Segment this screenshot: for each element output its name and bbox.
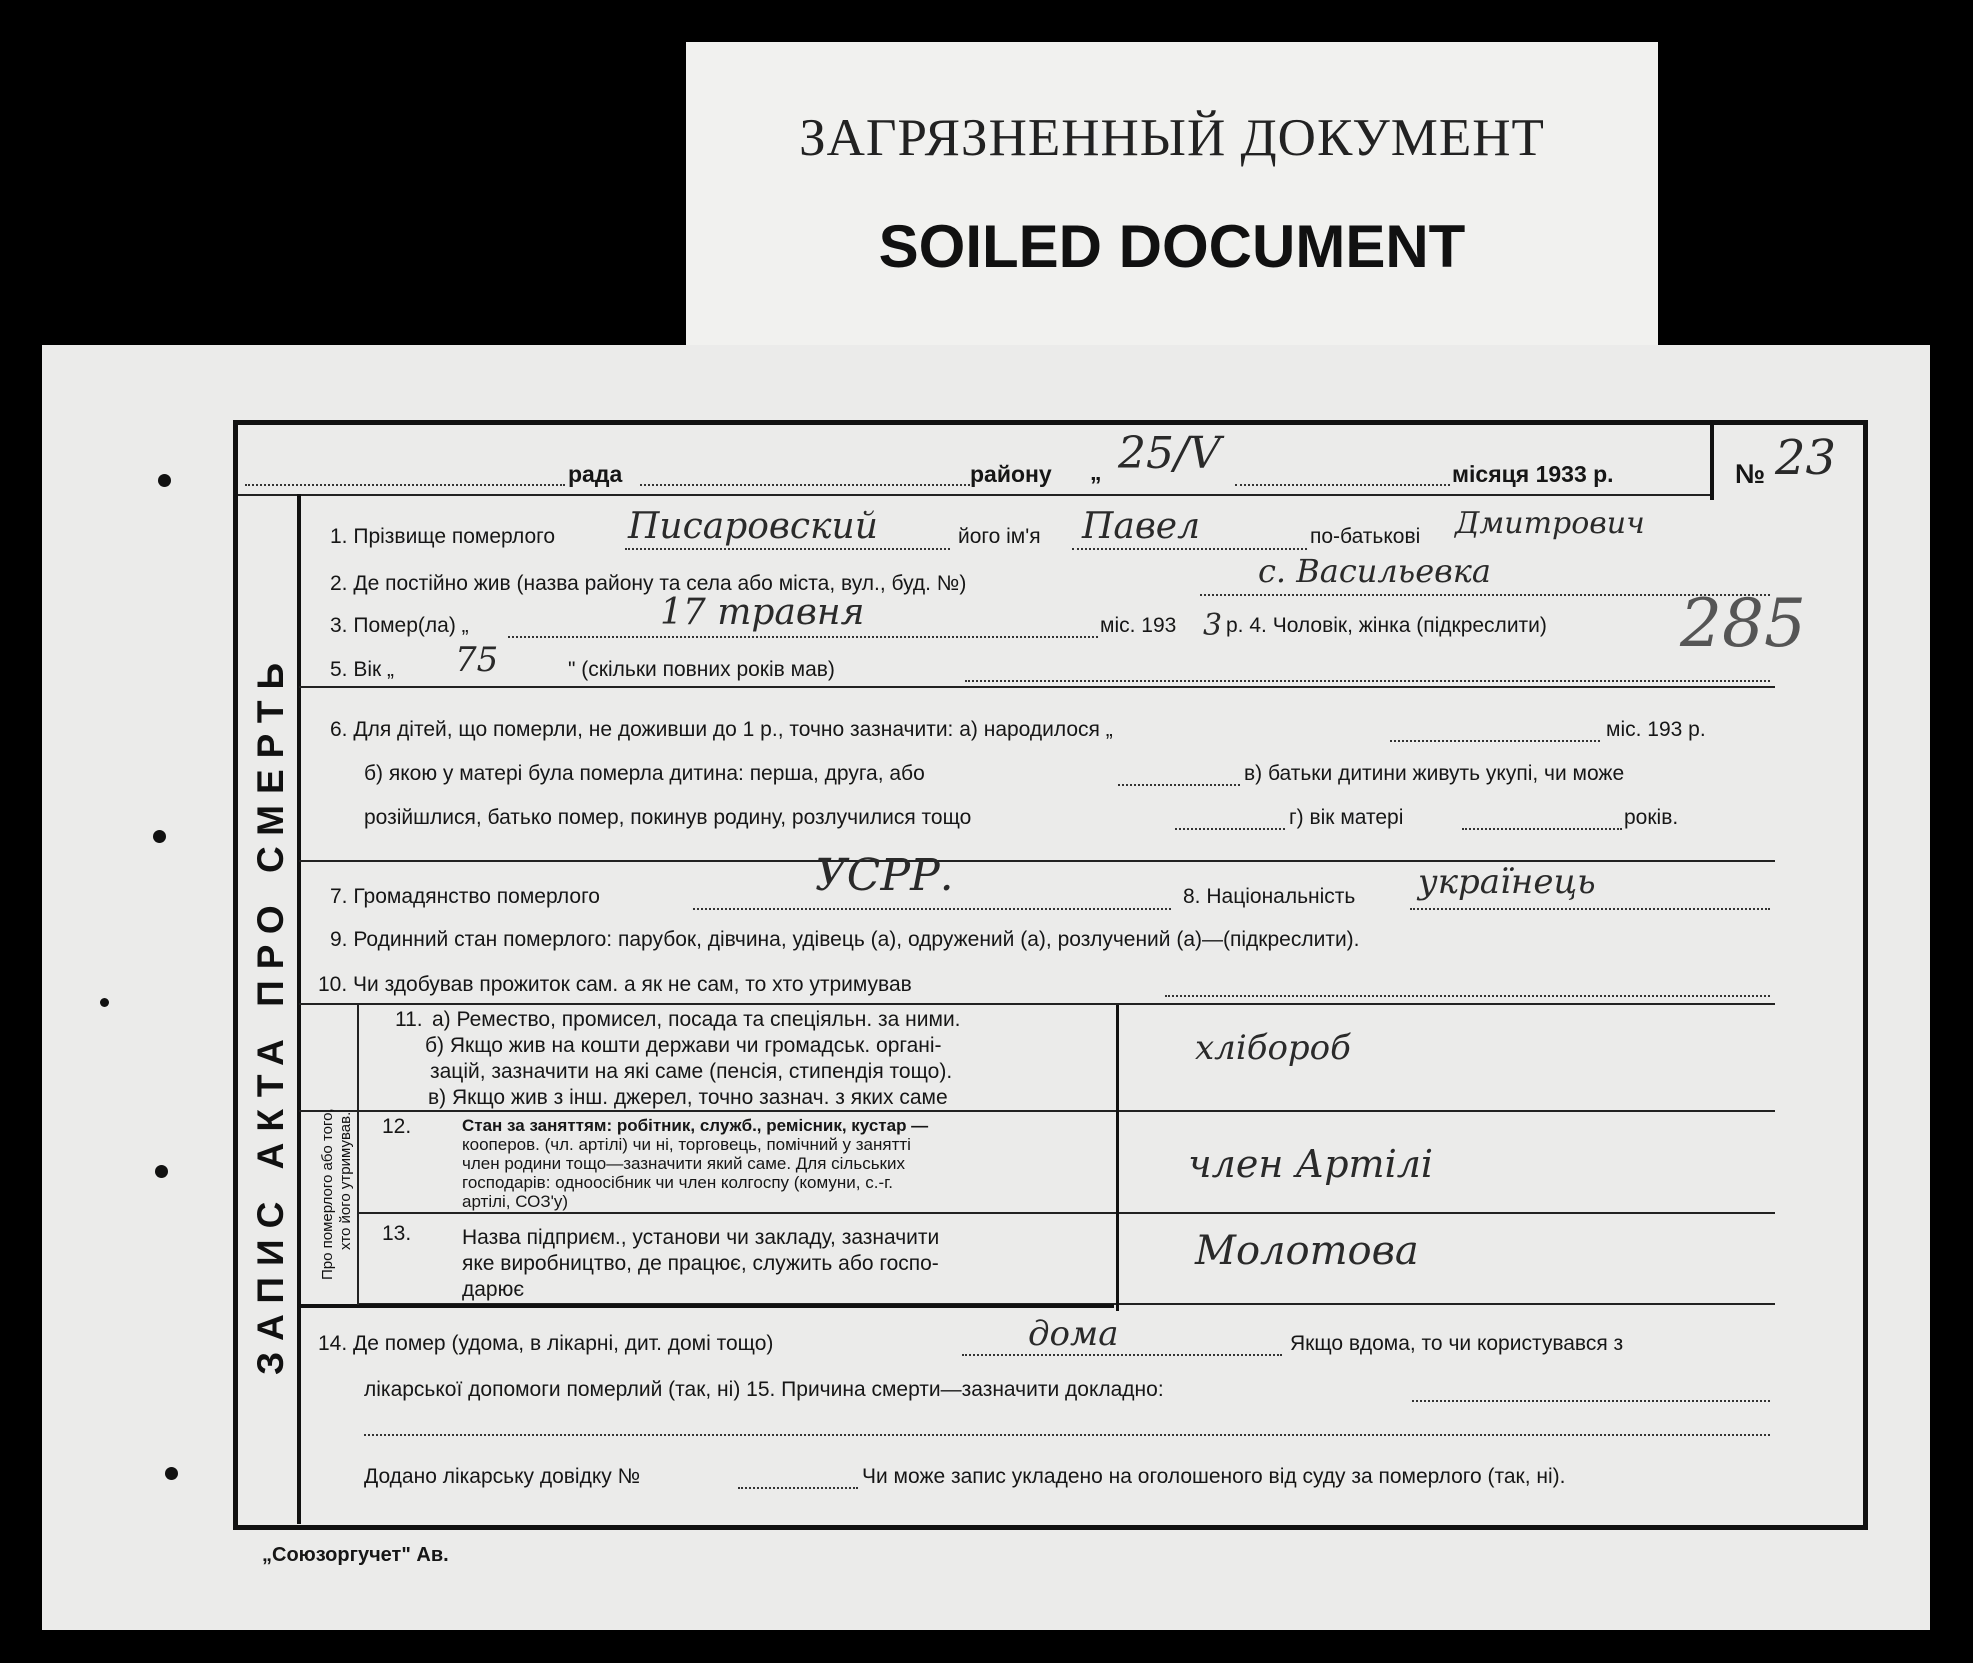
court-declared-label: Чи може запис укладено на оголошеного від суду за померлого (так, ні). bbox=[862, 1465, 1566, 1488]
hw-nationality: українець bbox=[1418, 862, 1596, 902]
hw-record-number: 23 bbox=[1775, 430, 1837, 486]
line11-b1: б) Якщо жив на кошти держави чи громадськ. органі- bbox=[425, 1034, 942, 1057]
header-rada: рада bbox=[568, 461, 623, 487]
hw-patronymic: Дмитрович bbox=[1455, 506, 1645, 541]
hw-place-of-death: дома bbox=[1028, 1314, 1119, 1354]
punch-hole bbox=[155, 1165, 168, 1178]
hw-status: член Артілі bbox=[1188, 1142, 1434, 1186]
punch-hole bbox=[100, 998, 109, 1007]
form-side-title: ЗАПИС АКТА ПРО СМЕРТЬ bbox=[250, 651, 291, 1375]
line12-number: 12. bbox=[382, 1115, 412, 1138]
line6-c3: років. bbox=[1624, 806, 1679, 829]
line14-l2: лікарської допомоги померлий (так, ні) 15. Причина смерти—зазначити докладно: bbox=[364, 1378, 1164, 1401]
hw-residence: с. Васильевка bbox=[1258, 552, 1491, 590]
line6-c1: розійшлися, батько помер, покинув родину, розлучилися тощо bbox=[364, 806, 972, 829]
punch-hole bbox=[165, 1467, 178, 1480]
line11-b2: зацій, зазначити на які саме (пенсія, стипендія тощо). bbox=[430, 1060, 953, 1083]
line6-a: 6. Для дітей, що померли, не доживши до 1 р., точно зазначити: а) народилося „ bbox=[330, 718, 1113, 741]
line12-l1: Стан за заняттям: робітник, служб., ремісник, кустар — bbox=[462, 1116, 929, 1135]
line11-a: а) Ремество, промисел, посада та спеціяльн. за ними. bbox=[432, 1008, 961, 1031]
line13-l1: Назва підприєм., установи чи закладу, зазначити bbox=[462, 1226, 940, 1249]
side-note-line1: Про померлого або того, bbox=[319, 1108, 336, 1280]
line6-c2: г) вік матері bbox=[1289, 806, 1404, 829]
header-number-label: № bbox=[1735, 459, 1766, 489]
header-raion: району bbox=[970, 461, 1052, 487]
hw-margin-number: 285 bbox=[1680, 585, 1806, 662]
hw-enterprise: Молотова bbox=[1195, 1228, 1419, 1274]
line6-b1: б) якою у матері була померла дитина: перша, друга, або bbox=[364, 762, 925, 785]
punch-hole bbox=[153, 830, 166, 843]
line14-label: 14. Де помер (удома, в лікарні, дит. домі тощо) bbox=[318, 1332, 774, 1355]
line8-label: 8. Національність bbox=[1183, 885, 1356, 908]
line3-month-label: міс. 193 bbox=[1100, 614, 1177, 637]
hw-date: 25/V bbox=[1118, 428, 1221, 479]
header-month: місяця 1933 р. bbox=[1452, 461, 1614, 487]
line13-l3: дарює bbox=[462, 1278, 525, 1301]
line9-label: 9. Родинний стан померлого: парубок, дівчина, удівець (а), одружений (а), розлучений (а)—(підкреслити). bbox=[330, 928, 1360, 951]
line1-label: 1. Прізвище померлого bbox=[330, 525, 556, 548]
punch-hole bbox=[158, 474, 171, 487]
hw-surname: Писаровский bbox=[628, 506, 878, 547]
hw-occupation: хлібороб bbox=[1195, 1028, 1351, 1068]
line2-label: 2. Де постійно жив (назва району та села або міста, вул., буд. №) bbox=[330, 572, 967, 595]
line1-name-label: його ім'я bbox=[958, 525, 1041, 548]
line10-label: 10. Чи здобував прожиток сам. а як не сам, то хто утримував bbox=[318, 973, 912, 996]
banner-title-en: SOILED DOCUMENT bbox=[878, 213, 1466, 280]
line13-l2: яке виробництво, де працює, служить або госпо- bbox=[462, 1252, 939, 1275]
printer-mark: „Союзоргучет" Ав. bbox=[262, 1544, 449, 1566]
line6-b2: в) батьки дитини живуть укупі, чи може bbox=[1244, 762, 1625, 785]
side-note-line2: хто його утримував. bbox=[337, 1111, 354, 1250]
soiled-document-banner bbox=[686, 42, 1658, 352]
line11-number: 11. bbox=[395, 1008, 423, 1031]
hw-age: 75 bbox=[455, 640, 499, 680]
line7-label: 7. Громадянство померлого bbox=[330, 885, 600, 908]
line5-label: 5. Вік „ bbox=[330, 658, 395, 681]
line13-number: 13. bbox=[382, 1222, 412, 1245]
line12-l4: господарів: одноосібник чи член колгоспу (комуни, с.-г. bbox=[462, 1173, 893, 1192]
line6-a-end: міс. 193 р. bbox=[1606, 718, 1706, 741]
banner-title-ru: ЗАГРЯЗНЕННЫЙ ДОКУМЕНТ bbox=[799, 109, 1545, 167]
header-date-open: „ bbox=[1090, 459, 1102, 485]
hw-name: Павел bbox=[1082, 506, 1201, 547]
line3-rest: р. 4. Чоловік, жінка (підкреслити) bbox=[1226, 614, 1547, 637]
attached-certificate-label: Додано лікарську довідку № bbox=[364, 1465, 641, 1488]
hw-year-digit: 3 bbox=[1203, 608, 1223, 643]
line5-rest: " (скільки повних років мав) bbox=[568, 658, 835, 681]
hw-citizenship: УСРР. bbox=[815, 850, 954, 901]
line12-l3: член родини тощо—зазначити який саме. Для сільських bbox=[462, 1154, 905, 1173]
hw-death-day: 17 травня bbox=[660, 592, 865, 633]
line14-rest: Якщо вдома, то чи користувався з bbox=[1290, 1332, 1624, 1355]
line12-l2: кооперов. (чл. артілі) чи ні, торговець, помічний у занятті bbox=[462, 1135, 911, 1154]
line12-l5: артілі, СОЗ'у) bbox=[462, 1192, 569, 1211]
line3-label: 3. Помер(ла) „ bbox=[330, 614, 469, 637]
line1-patronymic-label: по-батькові bbox=[1310, 525, 1421, 548]
line11-c: в) Якщо жив з інш. джерел, точно зазнач. з яких саме bbox=[428, 1086, 948, 1109]
